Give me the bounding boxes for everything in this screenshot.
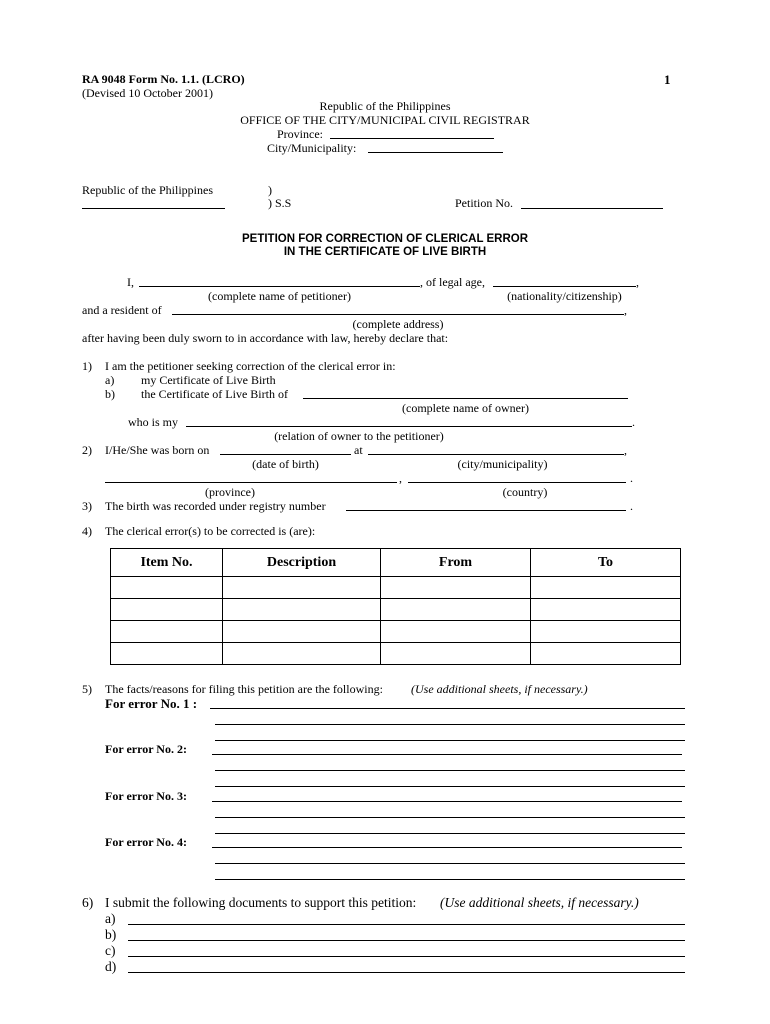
venue-paren: ) (268, 183, 272, 197)
province-comma: , (399, 471, 402, 485)
table-cell[interactable] (531, 643, 681, 665)
error-3-label: For error No. 3: (105, 789, 187, 803)
nationality-field[interactable] (493, 286, 636, 287)
document-c-letter: c) (105, 943, 116, 958)
error-2-line-2[interactable] (215, 770, 685, 771)
col-item-no: Item No. (111, 549, 223, 577)
table-row (111, 621, 681, 643)
address-field[interactable] (172, 314, 624, 315)
table-cell[interactable] (111, 599, 223, 621)
document-b-letter: b) (105, 927, 117, 942)
error-4-line-2[interactable] (215, 863, 685, 864)
venue-field[interactable] (82, 208, 225, 209)
country-caption: (country) (502, 485, 548, 499)
item-6-text: I submit the following documents to support this petition: (105, 895, 417, 910)
table-cell[interactable] (223, 599, 381, 621)
col-from: From (381, 549, 531, 577)
error-4-line-1[interactable] (212, 847, 682, 848)
petition-no-label: Petition No. (455, 196, 514, 210)
city-field[interactable] (368, 152, 503, 153)
birth-date-caption: (date of birth) (252, 457, 319, 471)
petitioner-name-caption: (complete name of petitioner) (208, 289, 351, 303)
table-row (111, 643, 681, 665)
intro-i: I, (127, 275, 134, 289)
birth-city-caption: (city/municipality) (457, 457, 548, 471)
form-number: RA 9048 Form No. 1.1. (LCRO) (82, 72, 245, 86)
item-5-number: 5) (82, 682, 92, 696)
title-line-1: PETITION FOR CORRECTION OF CLERICAL ERROR (241, 233, 528, 245)
error-2-line-3[interactable] (215, 786, 685, 787)
table-cell[interactable] (531, 621, 681, 643)
document-d-letter: d) (105, 959, 117, 974)
relation-period: . (632, 415, 635, 429)
title-line-2: IN THE CERTIFICATE OF LIVE BIRTH (283, 246, 487, 258)
nationality-caption: (nationality/citizenship) (507, 289, 622, 303)
item-1-text: I am the petitioner seeking correction of the clerical error in: (105, 359, 396, 373)
birth-date-field[interactable] (220, 454, 351, 455)
document-a-field[interactable] (128, 924, 685, 925)
birth-country-field[interactable] (408, 482, 626, 483)
document-a-letter: a) (105, 911, 116, 926)
office-heading: OFFICE OF THE CITY/MUNICIPAL CIVIL REGISTRAR (240, 113, 530, 127)
venue-republic: Republic of the Philippines (82, 183, 213, 197)
item-1a-letter: a) (105, 373, 115, 387)
table-cell[interactable] (111, 643, 223, 665)
birth-province-field[interactable] (105, 482, 397, 483)
table-row (111, 599, 681, 621)
error-3-line-3[interactable] (215, 833, 685, 834)
table-cell[interactable] (223, 643, 381, 665)
error-1-label: For error No. 1 : (105, 696, 198, 711)
error-4-label: For error No. 4: (105, 835, 187, 849)
birth-comma: , (624, 443, 627, 457)
item-1b-text: the Certificate of Live Birth of (141, 387, 288, 401)
table-row (111, 577, 681, 599)
venue-ss: ) S.S (268, 196, 292, 210)
error-1-line-3[interactable] (215, 740, 685, 741)
registry-period: . (630, 499, 633, 513)
item-4-text: The clerical error(s) to be corrected is (are): (105, 524, 316, 538)
petitioner-name-field[interactable] (139, 286, 420, 287)
sworn-statement: after having been duly sworn to in accordance with law, hereby declare that: (82, 331, 449, 345)
city-label: City/Municipality: (267, 141, 357, 155)
province-label: Province: (277, 127, 323, 141)
table-cell[interactable] (381, 577, 531, 599)
document-d-field[interactable] (128, 972, 685, 973)
item-2-number: 2) (82, 443, 92, 457)
resident-label: and a resident of (82, 303, 162, 317)
error-1-line-2[interactable] (215, 724, 685, 725)
table-cell[interactable] (531, 599, 681, 621)
error-1-line-1[interactable] (210, 708, 685, 709)
address-caption: (complete address) (352, 317, 444, 331)
table-cell[interactable] (531, 577, 681, 599)
who-is-my-label: who is my (128, 415, 179, 429)
item-3-text: The birth was recorded under registry number (105, 499, 326, 513)
at-label: at (354, 443, 363, 457)
clerical-error-table (110, 548, 681, 665)
col-to: To (531, 549, 681, 577)
error-3-line-2[interactable] (215, 817, 685, 818)
legal-age-text: , of legal age, (420, 275, 485, 289)
table-header-row (111, 549, 681, 577)
petition-no-field[interactable] (521, 208, 663, 209)
province-field[interactable] (330, 138, 494, 139)
item-5-text: The facts/reasons for filing this petition are the following: (105, 682, 383, 696)
item-1b-letter: b) (105, 387, 115, 401)
revision-date: (Devised 10 October 2001) (82, 86, 213, 100)
relation-caption: (relation of owner to the petitioner) (274, 429, 444, 443)
item-3-number: 3) (82, 499, 92, 513)
item-6-number: 6) (82, 895, 94, 910)
item-6-note: (Use additional sheets, if necessary.) (440, 895, 639, 910)
item-2-text: I/He/She was born on (105, 443, 210, 457)
relation-field[interactable] (186, 426, 632, 427)
address-comma: , (624, 303, 627, 317)
intro-comma: , (636, 275, 639, 289)
page-number: 1 (664, 72, 671, 87)
item-5-note: (Use additional sheets, if necessary.) (411, 682, 588, 696)
error-2-line-1[interactable] (212, 754, 682, 755)
province-caption: (province) (205, 485, 255, 499)
table-cell[interactable] (111, 621, 223, 643)
item-1-number: 1) (82, 359, 92, 373)
table-cell[interactable] (223, 577, 381, 599)
error-2-label: For error No. 2: (105, 742, 187, 756)
col-description: Description (223, 549, 381, 577)
birth-city-field[interactable] (368, 454, 624, 455)
table-cell[interactable] (381, 599, 531, 621)
item-4-number: 4) (82, 524, 92, 538)
owner-name-field[interactable] (303, 398, 628, 399)
error-4-line-3[interactable] (215, 879, 685, 880)
item-1a-text: my Certificate of Live Birth (141, 373, 276, 387)
table-cell[interactable] (223, 621, 381, 643)
owner-name-caption: (complete name of owner) (402, 401, 529, 415)
table-cell[interactable] (111, 577, 223, 599)
document-c-field[interactable] (128, 956, 685, 957)
error-3-line-1[interactable] (212, 801, 682, 802)
document-b-field[interactable] (128, 940, 685, 941)
country-heading: Republic of the Philippines (319, 99, 451, 113)
table-cell[interactable] (381, 643, 531, 665)
table-cell[interactable] (381, 621, 531, 643)
country-period: . (630, 471, 633, 485)
registry-number-field[interactable] (346, 510, 626, 511)
